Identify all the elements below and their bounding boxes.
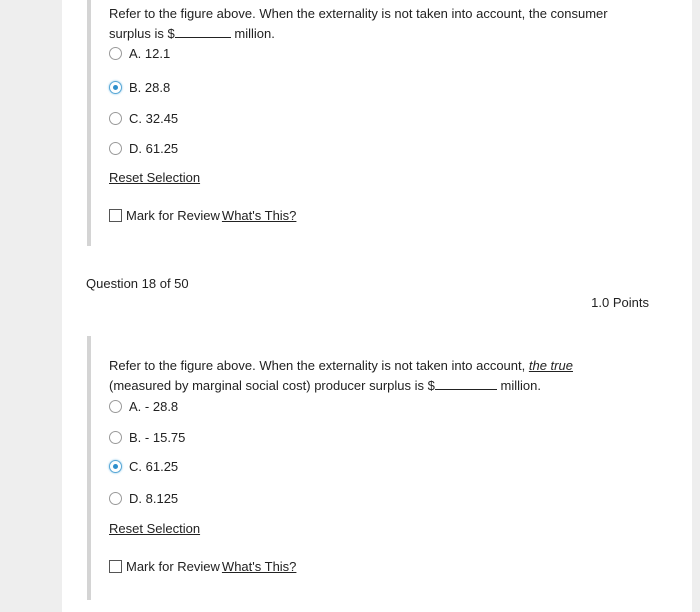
q17-option-a[interactable]: A. 12.1 bbox=[109, 44, 170, 62]
radio-button[interactable] bbox=[109, 400, 122, 413]
question-17-line2: surplus is $ million. bbox=[109, 26, 275, 41]
q18-option-b[interactable]: B. - 15.75 bbox=[109, 428, 185, 446]
question-18-line2: (measured by marginal social cost) producer surplus is $ million. bbox=[109, 378, 541, 393]
radio-button-selected[interactable] bbox=[109, 81, 122, 94]
radio-button[interactable] bbox=[109, 47, 122, 60]
question-17-text bbox=[109, 4, 629, 44]
q18-option-a[interactable]: A. - 28.8 bbox=[109, 397, 178, 415]
question-points: 1.0 Points bbox=[591, 295, 649, 310]
review-checkbox[interactable] bbox=[109, 560, 122, 573]
emphasis-text: the true bbox=[528, 358, 573, 373]
reset-selection-link[interactable]: Reset Selection bbox=[109, 170, 201, 185]
q18-option-d[interactable]: D. 8.125 bbox=[109, 489, 178, 507]
mark-for-review[interactable] bbox=[109, 559, 296, 574]
radio-button[interactable] bbox=[109, 142, 122, 155]
review-checkbox[interactable] bbox=[109, 209, 122, 222]
question-18-line1: Refer to the figure above. When the externality is not taken into account, the true bbox=[109, 358, 573, 373]
q17-option-d[interactable]: D. 61.25 bbox=[109, 139, 178, 157]
question-accent-bar bbox=[87, 0, 91, 246]
answer-blank bbox=[435, 377, 497, 390]
question-17-line1: Refer to the figure above. When the externality is not taken into account, the consumer bbox=[109, 6, 608, 21]
radio-button[interactable] bbox=[109, 112, 122, 125]
radio-button-selected[interactable] bbox=[109, 460, 122, 473]
q17-option-b[interactable]: B. 28.8 bbox=[109, 78, 170, 96]
whats-this-link[interactable]: What's This? bbox=[221, 208, 297, 223]
radio-button[interactable] bbox=[109, 431, 122, 444]
question-18-text bbox=[109, 356, 629, 396]
question-number: Question 18 of 50 bbox=[86, 276, 189, 291]
radio-button[interactable] bbox=[109, 492, 122, 505]
answer-blank bbox=[175, 25, 231, 38]
reset-selection-link[interactable]: Reset Selection bbox=[109, 521, 201, 536]
review-label: Mark for Review bbox=[126, 208, 220, 223]
question-accent-bar bbox=[87, 336, 91, 600]
q18-option-c[interactable]: C. 61.25 bbox=[109, 457, 178, 475]
whats-this-link[interactable]: What's This? bbox=[221, 559, 297, 574]
mark-for-review[interactable] bbox=[109, 208, 296, 223]
q17-option-c[interactable]: C. 32.45 bbox=[109, 109, 178, 127]
review-label: Mark for Review bbox=[126, 559, 220, 574]
